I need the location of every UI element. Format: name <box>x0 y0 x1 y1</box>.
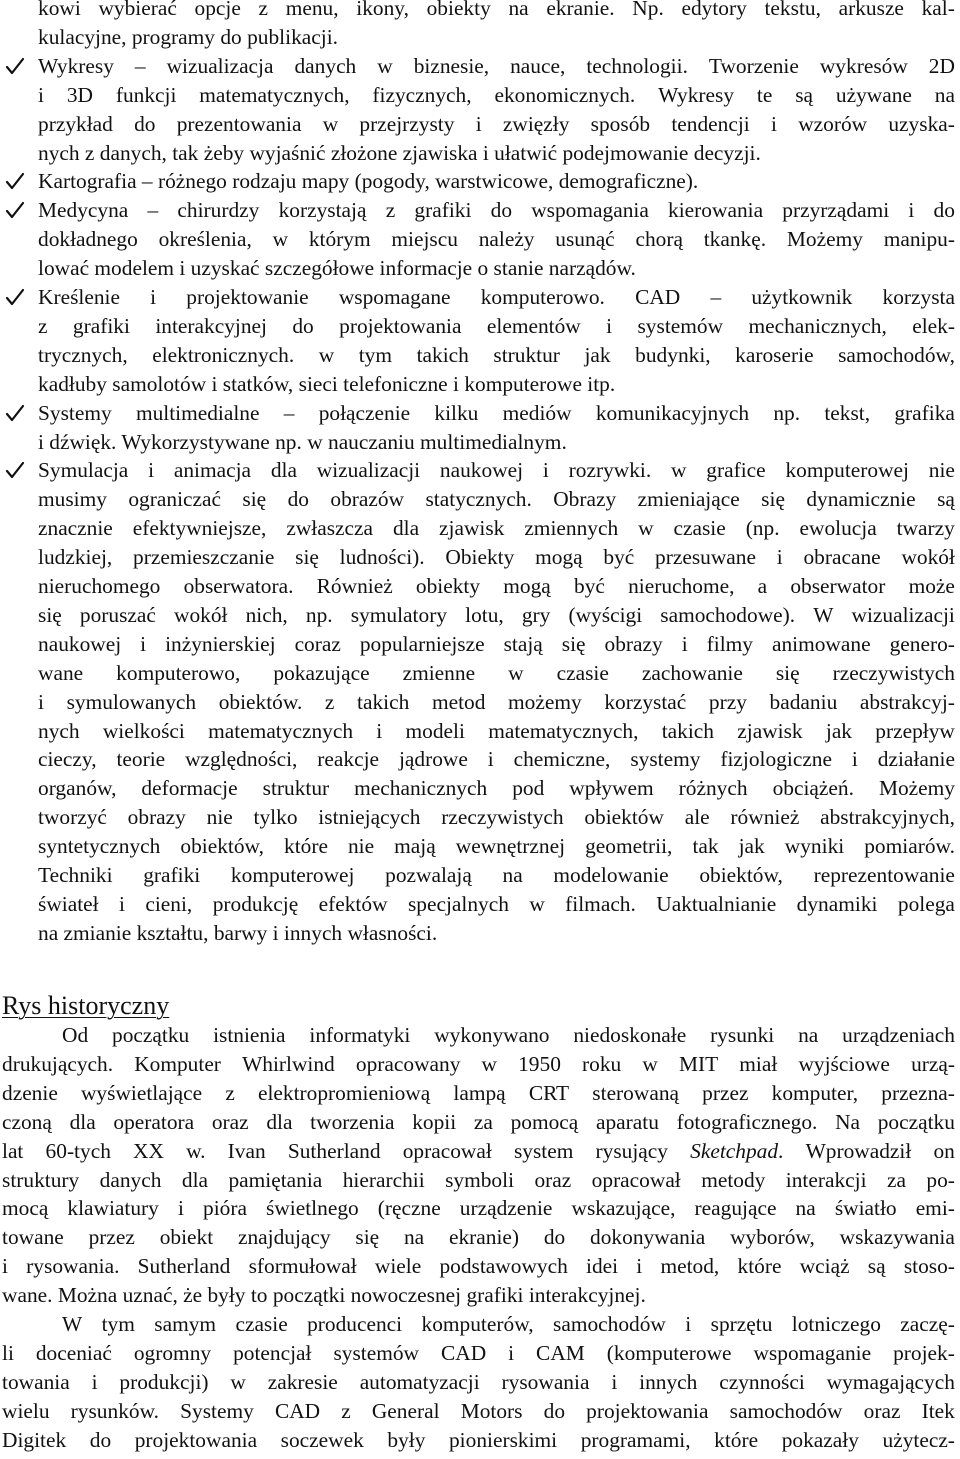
bullet-line: Medycyna – chirurdzy korzystają z grafiki do wspomagania kierowania przyrządami i do <box>38 198 955 223</box>
bullet-line: nych wielkości matematycznych i modeli matematycznych, takich zjawisk jak przepływ <box>38 718 955 743</box>
bullet-line: na zmianie kształtu, barwy i innych własności. <box>38 920 438 945</box>
bullet-line: nieruchomego obserwatora. Również obiekty mogą być nieruchome, a obserwator może <box>38 574 955 598</box>
checkmark-icon <box>4 402 26 424</box>
bullet-line: i symulowanych obiektów. z takich metod możemy korzystać przy badaniu abstrakcyj- <box>38 689 955 714</box>
checkmark-icon <box>4 199 26 221</box>
paragraph-line: W tym samym czasie producenci komputerów, samochodów i sprzętu lotniczego zaczę- <box>62 1312 955 1336</box>
checkmark-icon <box>4 459 26 481</box>
section-heading: Rys historyczny <box>2 991 170 1020</box>
intro-line: kulacyjne, programy do publikacji. <box>38 24 338 49</box>
bullet-line: Techniki grafiki komputerowej pozwalają na modelowanie obiektów, reprezentowanie <box>38 863 955 887</box>
checkmark-icon <box>4 286 26 308</box>
paragraph-line: czoną dla operatora oraz dla tworzenia kopii za pomocą aparatu fotograficznego. Na początku <box>2 1109 955 1134</box>
bullet-line: Kreślenie i projektowanie wspomagane komputerowo. CAD – użytkownik korzysta <box>38 285 955 309</box>
paragraph-line: li doceniać ogromny potencjał systemów CAD i CAM (komputerowe wspomaganie projek- <box>2 1340 955 1365</box>
bullet-line: wane komputerowo, pokazujące zmienne w czasie zachowanie się rzeczywistych <box>38 660 955 685</box>
bullet-line: się poruszać wokół nich, np. symulatory lotu, gry (wyścigi samochodowe). W wizualizacji <box>38 602 955 627</box>
paragraph-line: dzenie wyświetlające z elektropromieniową lampą CRT sterowaną przez komputer, przezna- <box>2 1080 955 1105</box>
paragraph-line: lat 60-tych XX w. Ivan Sutherland opracował system rysujący Sketchpad. Wprowadził on <box>2 1138 955 1163</box>
bullet-line: znacznie efektywniejsze, zwłaszcza dla zjawisk zmiennych w czasie (np. ewolucja twarzy <box>38 516 955 541</box>
bullet-line: Systemy multimedialne – połączenie kilku mediów komunikacyjnych np. tekst, grafika <box>38 400 955 425</box>
paragraph-line: wielu rysunków. Systemy CAD z General Motors do projektowania samochodów oraz Itek <box>2 1398 955 1423</box>
paragraph-line: wane. Można uznać, że były to początki nowoczesnej grafiki interakcyjnej. <box>2 1283 646 1308</box>
bullet-line: lować modelem i uzyskać szczegółowe informacje o stanie narządów. <box>38 256 636 281</box>
paragraph-line: i rysowania. Sutherland sformułował wiele podstawowych idei i metod, które wciąż są stoso- <box>2 1254 955 1279</box>
bullet-line: ludzkiej, przemieszczanie się ludności). Obiekty mogą być przesuwane i obracane wokół <box>38 545 955 570</box>
paragraph-line: struktury danych dla pamiętania hierarchii symboli oraz opracował metody interakcji za po- <box>2 1167 955 1192</box>
bullet-line: organów, deformacje struktur mechanicznych pod wpływem różnych obciążeń. Możemy <box>38 776 955 801</box>
italic-term: Sketchpad <box>690 1138 779 1163</box>
intro-line: kowi wybierać opcje z menu, ikony, obiekty na ekranie. Np. edytory tekstu, arkusze kal- <box>38 0 955 20</box>
bullet-line: cieczy, teorie względności, reakcje jądrowe i chemiczne, systemy fizjologiczne i działanie <box>38 747 955 772</box>
bullet-line: Kartografia – różnego rodzaju mapy (pogody, warstwicowe, demograficzne). <box>38 169 699 194</box>
bullet-line: świateł i cieni, produkcję efektów specjalnych w filmach. Uaktualnianie dynamiki polega <box>38 891 955 916</box>
bullet-line: przykład do prezentowania w przejrzysty i zwięzły sposób tendencji i wzorów uzyska- <box>38 111 955 136</box>
bullet-line: musimy ograniczać się do obrazów statycznych. Obrazy zmieniające się dynamicznie są <box>38 487 955 512</box>
paragraph-line: drukujących. Komputer Whirlwind opracowany w 1950 roku w MIT miał wyjściowe urzą- <box>2 1051 955 1076</box>
checkmark-icon <box>4 55 26 77</box>
bullet-line: i 3D funkcji matematycznych, fizycznych, ekonomicznych. Wykresy te są używane na <box>38 82 955 107</box>
bullet-line: naukowej i inżynierskiej coraz popularniejsze stają się obrazy i filmy animowane genero- <box>38 631 955 656</box>
bullet-line: trycznych, elektronicznych. w tym takich struktur jak budynki, karoserie samochodów, <box>38 342 955 367</box>
bullet-line: z grafiki interakcyjnej do projektowania elementów i systemów mechanicznych, elek- <box>38 313 955 338</box>
paragraph-line: mocą klawiatury i pióra świetlnego (ręczne urządzenie wskazujące, reagujące na światło emi- <box>2 1196 955 1221</box>
paragraph-line: towane przez obiekt znajdujący się na ekranie) do dokonywania wyborów, wskazywania <box>2 1225 955 1250</box>
bullet-line: dokładnego określenia, w którym miejscu należy usunąć chorą tkankę. Możemy manipu- <box>38 227 955 252</box>
paragraph-line: Digitek do projektowania soczewek były pionierskimi programami, które pokazały użytecz- <box>2 1427 955 1452</box>
bullet-line: Symulacja i animacja dla wizualizacji naukowej i rozrywki. w grafice komputerowej nie <box>38 458 955 483</box>
bullet-line: i dźwięk. Wykorzystywane np. w nauczaniu multimedialnym. <box>38 429 567 454</box>
bullet-line: nych z danych, tak żeby wyjaśnić złożone zjawiska i ułatwić podejmowanie decyzji. <box>38 140 761 165</box>
paragraph-line: Od początku istnienia informatyki wykonywano niedoskonałe rysunki na urządzeniach <box>62 1023 955 1047</box>
bullet-line: Wykresy – wizualizacja danych w biznesie, nauce, technologii. Tworzenie wykresów 2D <box>38 53 955 78</box>
paragraph-line: towania i produkcji) w zakresie automatyzacji rysowania i innych czynności wymagających <box>2 1369 955 1394</box>
bullet-line: kadłuby samolotów i statków, sieci telefoniczne i komputerowe itp. <box>38 371 616 396</box>
bullet-line: syntetycznych obiektów, które nie mają wewnętrznej geometrii, tak jak wyniki pomiarów. <box>38 834 955 859</box>
bullet-line: tworzyć obrazy nie tylko istniejących rzeczywistych obiektów ale również abstrakcyjnych, <box>38 805 955 830</box>
checkmark-icon <box>4 170 26 192</box>
